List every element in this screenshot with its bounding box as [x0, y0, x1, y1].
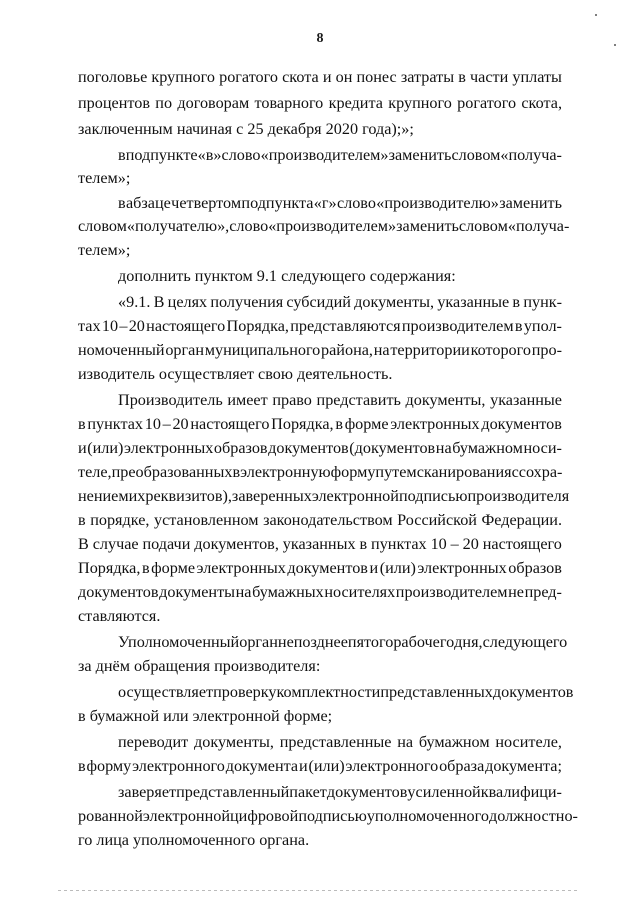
- text-line: дополнить пунктом 9.1 следующего содержания:: [118, 267, 456, 285]
- text-line: в пунктах 10 – 20 настоящего Порядка, в форме электронных документов: [78, 415, 562, 433]
- scan-edge: [58, 890, 578, 891]
- text-line: осуществляет проверку комплектности представленных документов: [118, 683, 574, 701]
- text-line: заверяет представленный пакет документов усиленной квалифици-: [118, 783, 562, 801]
- text-line: В случае подачи документов, указанных в пунктах 10 – 20 настоящего: [78, 535, 562, 553]
- text-line: в подпункте «в» слово «производителем» заменить словом «получа-: [118, 146, 562, 164]
- text-line: процентов по договорам товарного кредита крупного рогатого скота,: [78, 94, 562, 112]
- text-line: в порядке, установленном законодательством Российской Федерации.: [78, 511, 562, 529]
- text-line: заключенным начиная с 25 декабря 2020 года);»;: [78, 120, 414, 138]
- text-line: и (или) электронных образов документов (документов на бумажном носи-: [78, 439, 562, 457]
- text-line: в форму электронного документа и (или) электронного образа документа;: [78, 757, 562, 775]
- text-line: Производитель имеет право представить документы, указанные: [118, 391, 562, 409]
- text-line: теле, преобразованных в электронную форму путем сканирования с сохра-: [78, 463, 563, 481]
- text-line: тах 10 – 20 настоящего Порядка, представляются производителем в упол-: [78, 317, 562, 335]
- text-line: рованной электронной цифровой подписью уполномоченного должностно-: [78, 807, 578, 825]
- text-line: документов документы на бумажных носителях производителем не пред-: [78, 583, 562, 601]
- text-line: телем»;: [78, 241, 131, 259]
- text-line: поголовье крупного рогатого скота и он понес затраты в части уплаты: [78, 68, 562, 86]
- text-line: в абзаце четвертом подпункта «г» слово «производителю» заменить: [118, 194, 562, 212]
- text-line: изводитель осуществляет свою деятельность.: [78, 365, 393, 383]
- text-line: Порядка, в форме электронных документов и (или) электронных образов: [78, 559, 562, 577]
- text-line: «9.1. В целях получения субсидий документы, указанные в пунк-: [118, 293, 562, 311]
- text-line: го лица уполномоченного органа.: [78, 831, 310, 849]
- text-line: ставляются.: [78, 607, 161, 625]
- text-line: за днём обращения производителя:: [78, 657, 321, 675]
- text-line: нением их реквизитов), заверенных электронной подписью производителя: [78, 487, 570, 505]
- text-line: Уполномоченный орган не позднее пятого рабочего дня, следующего: [118, 633, 568, 651]
- text-line: переводит документы, представленные на бумажном носителе,: [118, 733, 562, 751]
- text-line: телем»;: [78, 169, 131, 187]
- text-line: в бумажной или электронной форме;: [78, 707, 333, 725]
- page-number: 8: [316, 31, 324, 46]
- text-line: номоченный орган муниципального района, на территории которого про-: [78, 341, 562, 359]
- text-line: словом «получателю», слово «производителем» заменить словом «получа-: [78, 217, 570, 235]
